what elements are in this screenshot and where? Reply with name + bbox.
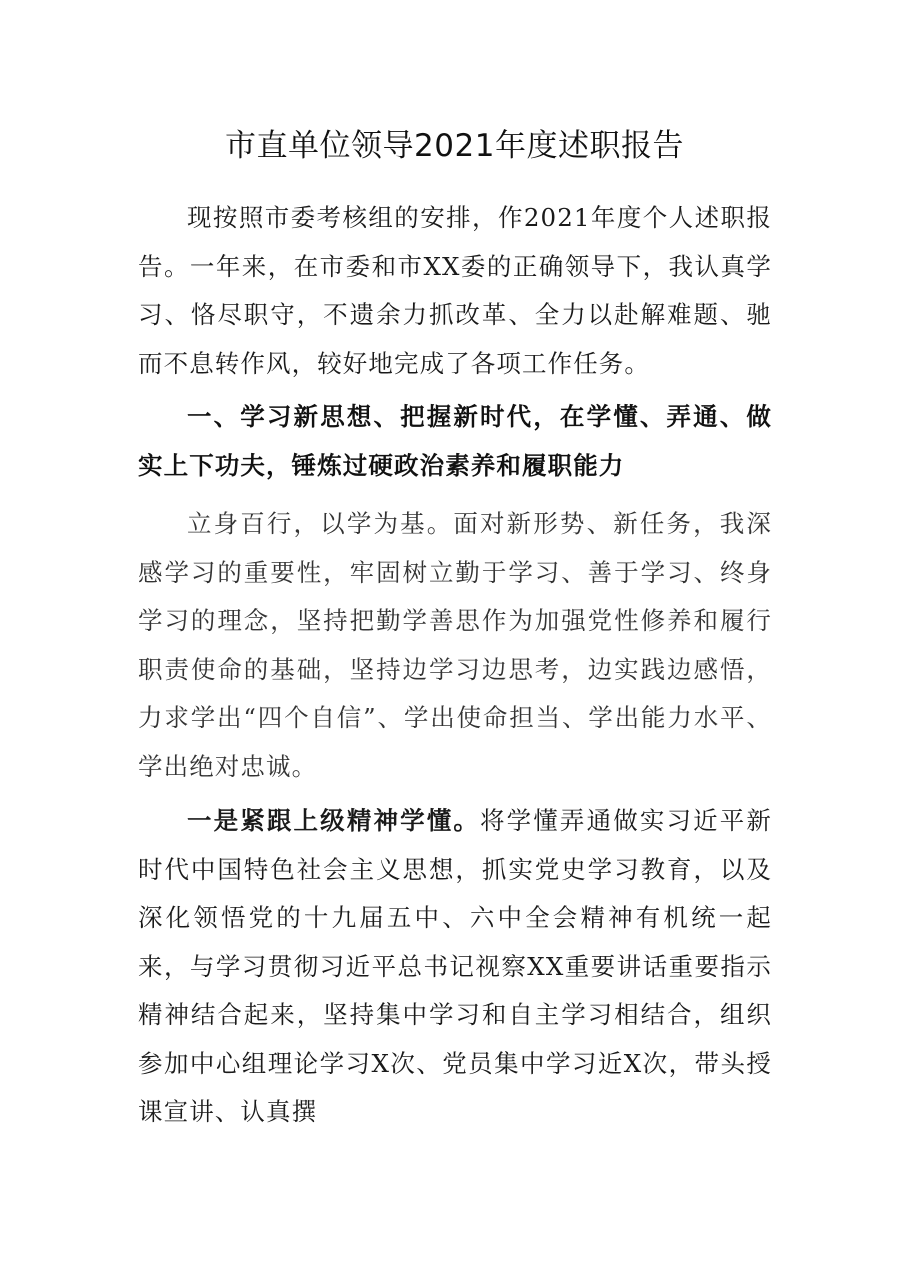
section-paragraph: 立身百行，以学为基。面对新形势、新任务，我深感学习的重要性，牢固树立勤于学习、善于学习、终身学习的理念，坚持把勤学善思作为加强党性修养和履行职责使命的基础，坚持边学习边思考，边实践边感悟，力求学出“四个自信”、学出使命担当、学出能力水平、学出绝对忠诚。	[138, 509, 772, 781]
section-heading: 一、学习新思想、把握新时代，在学懂、弄通、做实上下功夫，锤炼过硬政治素养和履职能力	[138, 402, 772, 480]
point-body: 将学懂弄通做实习近平新时代中国特色社会主义思想，抓实党史学习教育，以及深化领悟党的十九届五中、六中全会精神有机统一起来，与学习贯彻习近平总书记视察XX重要讲话重要指示精神结合起来，坚持集中学习和自主学习相结合，组织参加中心组理论学习X次、党员集中学习近X次，带头授课宣讲、认真撰	[138, 806, 772, 1126]
document-title: 市直单位领导2021年度述职报告	[225, 128, 684, 164]
point-lead: 一是紧跟上级精神学懂。	[187, 806, 481, 835]
point-paragraph	[138, 797, 772, 1137]
intro-paragraph: 现按照市委考核组的安排，作2021年度个人述职报告。一年来，在市委和市XX委的正确领导下，我认真学习、恪尽职守，不遗余力抓改革、全力以赴解难题、驰而不息转作风，较好地完成了各项工作任务。	[138, 203, 772, 378]
